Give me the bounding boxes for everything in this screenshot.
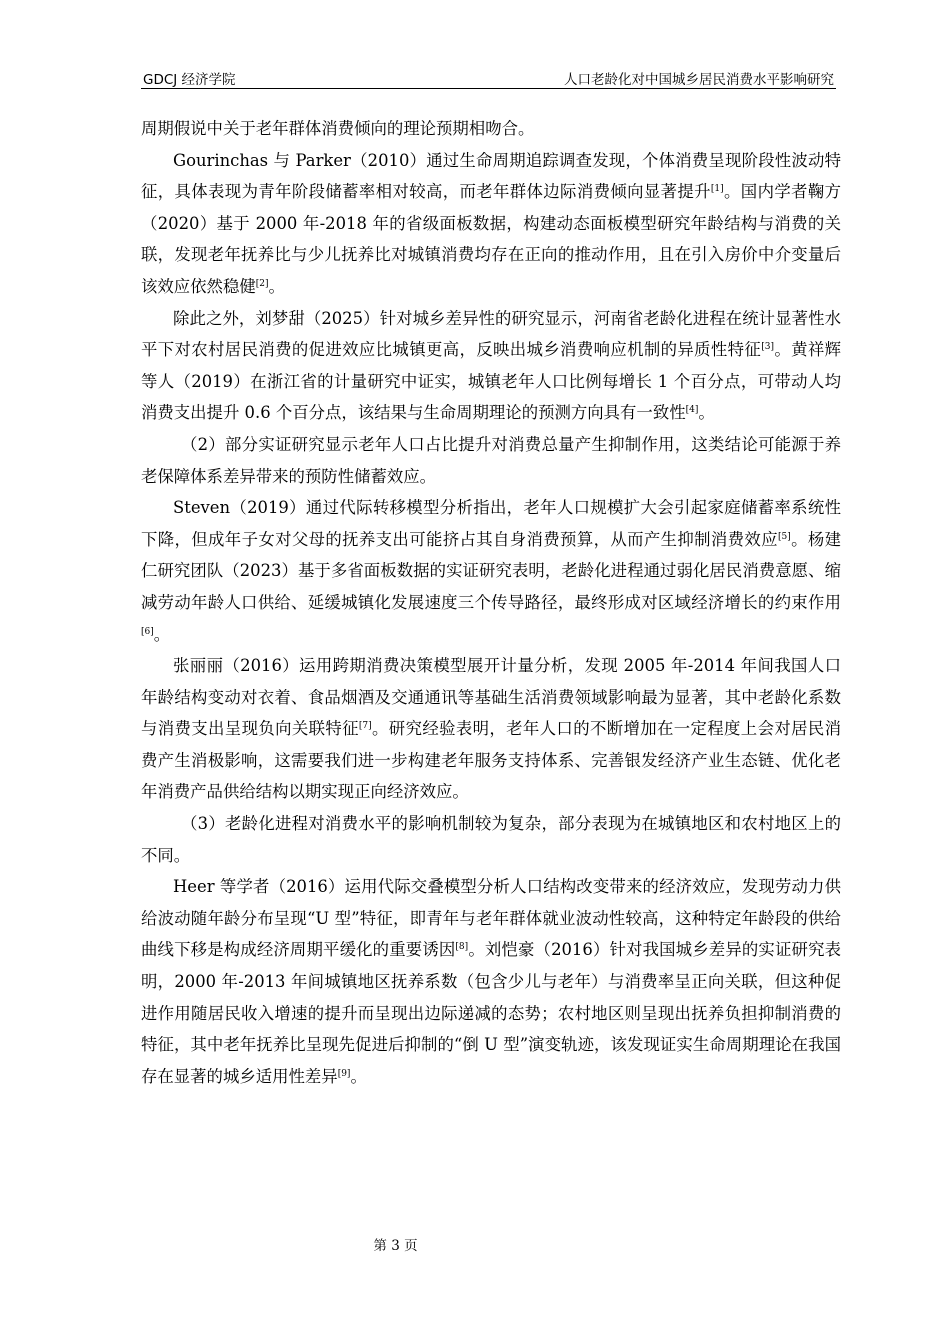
page-number: 第 3 页 (373, 1238, 418, 1254)
header-title: 人口老龄化对中国城乡居民消费水平影响研究 (564, 72, 834, 88)
citation: [7] (358, 721, 372, 732)
body-text (141, 113, 841, 1092)
paragraph: （2）部分实证研究显示老年人口占比提升对消费总量产生抑制作用，这类结论可能源于养老保障体系差异带来的预防性储蓄效应。 (141, 434, 841, 486)
citation: [9] (337, 1068, 351, 1079)
paragraph: 除此之外，刘梦甜（2025）针对城乡差异性的研究显示，河南省老龄化进程在统计显著性水平下对农村居民消费的促进效应比城镇更高，反映出城乡消费响应机制的异质性特征[3]。黄祥辉等人（2019）在浙江省的计量研究中证实，城镇老年人口比例每增长 1 个百分点，可带动人均消费支出提升 0.6 个百分点，该结果与生命周期理论的预测方向具有一致性[4]。 (141, 308, 842, 423)
citation: [8] (455, 942, 469, 953)
citation: [3] (761, 342, 774, 353)
paragraph: （3）老龄化进程对消费水平的影响机制较为复杂，部分表现为在城镇地区和农村地区上的不同。 (141, 814, 841, 865)
paragraph: Gourinchas 与 Parker（2010）通过生命周期追踪调查发现，个体消费呈现阶段性波动特征，具体表现为青年阶段储蓄率相对较高，而老年群体边际消费倾向显著提升[1]。国内学者鞠方（2020）基于 2000 年-2018 年的省级面板数据，构建动态面板模型研究年龄结构与消费的关联，发现老年抚养比与少儿抚养比对城镇消费均存在正向的推动作用，且在引入房价中介变量后该效应依然稳健[2]。 (141, 150, 842, 296)
citation: [4] (685, 405, 699, 416)
paragraph: 周期假说中关于老年群体消费倾向的理论预期相吻合。 (141, 119, 535, 138)
paragraph: 张丽丽（2016）运用跨期消费决策模型展开计量分析，发现 2005 年-2014 年间我国人口年龄结构变动对衣着、食品烟酒及交通通讯等基础生活消费领域影响最为显著，其中老龄化系数与消费支出呈现负向关联特征[7]。研究经验表明，老年人口的不断增加在一定程度上会对居民消费产生消极影响，这需要我们进一步构建老年服务支持体系、完善银发经济产业生态链、优化老年消费产品供给结构以期实现正向经济效应。 (141, 656, 842, 802)
citation: [2] (255, 278, 269, 289)
citation: [1] (710, 184, 724, 195)
citation: [6] (141, 626, 154, 637)
page-header (141, 66, 836, 89)
paragraph: Steven（2019）通过代际转移模型分析指出，老年人口规模扩大会引起家庭储蓄率系统性下降，但成年子女对父母的抚养支出可能挤占其自身消费预算，从而产生抑制消费效应[5]。杨建仁研究团队（2023）基于多省面板数据的实证研究表明，老龄化进程通过弱化居民消费意愿、缩减劳动年龄人口供给、延缓城镇化发展速度三个传导路径，最终形成对区域经济增长的约束作用[6]。 (141, 498, 842, 644)
header-school: GDCJ 经济学院 (143, 72, 236, 88)
citation: [5] (777, 531, 791, 542)
paragraph: Heer 等学者（2016）运用代际交叠模型分析人口结构改变带来的经济效应，发现劳动力供给波动随年龄分布呈现“U 型”特征，即青年与老年群体就业波动性较高，这种特定年龄段的供给曲线下移是构成经济周期平缓化的重要诱因[8]。刘恺豪（2016）针对我国城乡差异的实证研究表明，2000 年-2013 年间城镇地区抚养系数（包含少儿与老年）与消费率呈正向关联，但这种促进作用随居民收入增速的提升而呈现出边际递减的态势；农村地区则呈现出抚养负担抑制消费的特征，其中老年抚养比呈现先促进后抑制的“倒 U 型”演变轨迹，该发现证实生命周期理论在我国存在显著的城乡适用性差异[9]。 (141, 877, 842, 1086)
